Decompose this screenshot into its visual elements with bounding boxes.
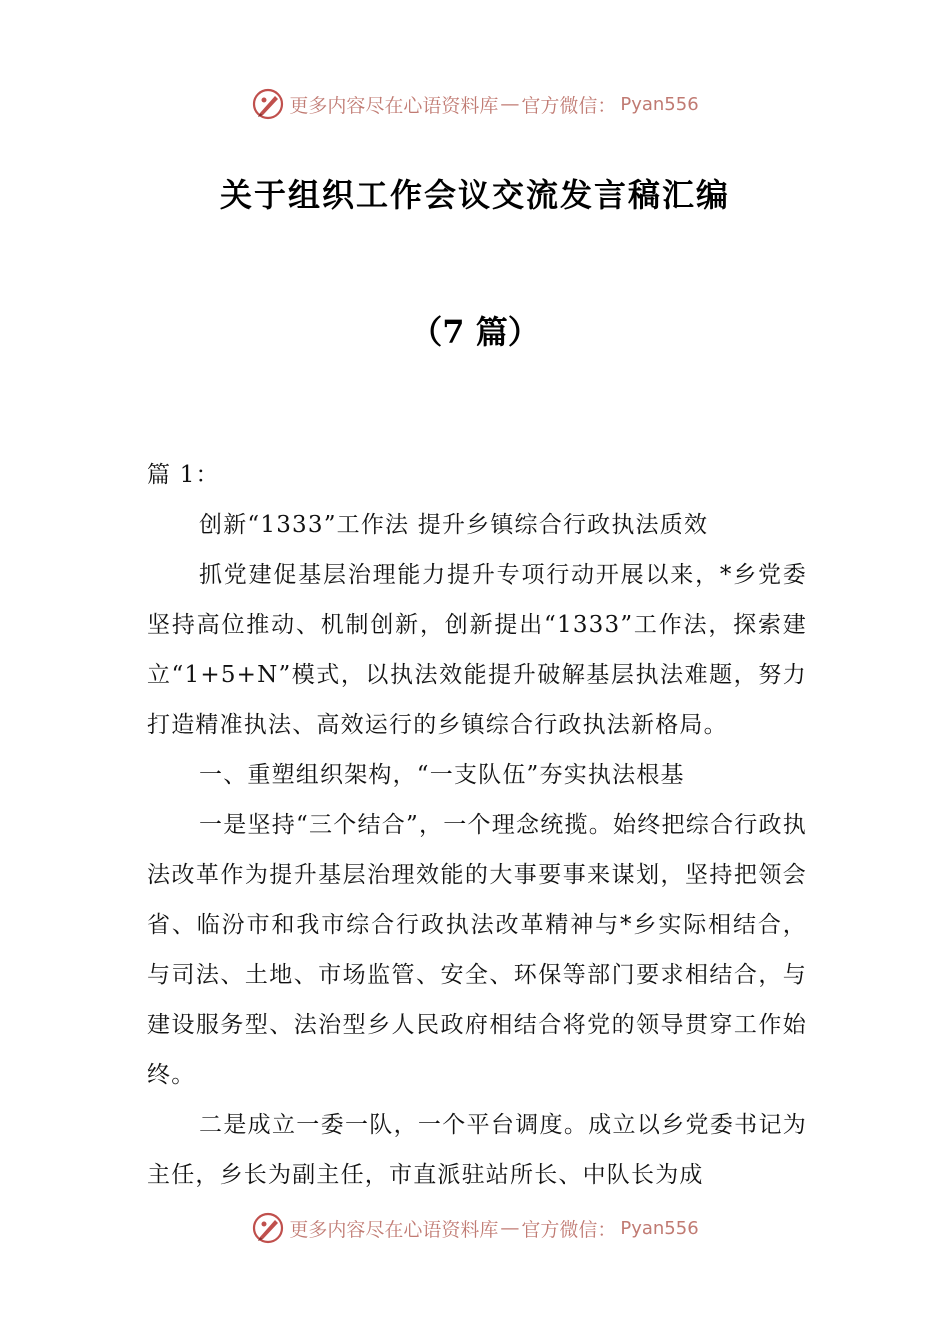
watermark-suffix: 官方微信： (521, 1218, 617, 1241)
watermark-handle: Pyan556 (620, 1217, 699, 1239)
article-heading: 创新“1333”工作法 提升乡镇综合行政执法质效 (199, 512, 709, 538)
pen-logo-icon (251, 87, 285, 121)
watermark-separator: — (500, 93, 520, 115)
body-paragraph: 二是成立一委一队，一个平台调度。成立以乡党委书记为主任，乡长为副主任，市直派驻站所长、中队长为成 (147, 1112, 807, 1188)
watermark-separator: — (500, 1217, 520, 1239)
body-paragraph: 抓党建促基层治理能力提升专项行动开展以来，*乡党委坚持高位推动、机制创新，创新提出“1333”工作法，探索建立“1+5+N”模式，以执法效能提升破解基层执法难题，努力打造精准执法、高效运行的乡镇综合行政执法新格局。 (147, 562, 807, 738)
watermark-text: 更多内容尽在心语资料库 (289, 94, 499, 117)
pen-logo-icon (251, 1211, 285, 1245)
document-subtitle: （7 篇） (410, 313, 540, 351)
watermark-header (0, 84, 950, 124)
section-heading: 一、重塑组织架构，“一支队伍”夯实执法根基 (199, 762, 685, 788)
document-body (147, 450, 807, 1200)
watermark-handle: Pyan556 (620, 93, 699, 115)
watermark-footer (0, 1208, 950, 1248)
document-title: 关于组织工作会议交流发言稿汇编 (219, 176, 730, 214)
watermark-text: 更多内容尽在心语资料库 (289, 1218, 499, 1241)
watermark-suffix: 官方微信： (521, 94, 617, 117)
chapter-label: 篇 1： (147, 462, 220, 488)
body-paragraph: 一是坚持“三个结合”，一个理念统揽。始终把综合行政执法改革作为提升基层治理效能的大事要事来谋划，坚持把领会省、临汾市和我市综合行政执法改革精神与*乡实际相结合，与司法、土地、市场监管、安全、环保等部门要求相结合，与建设服务型、法治型乡人民政府相结合将党的领导贯穿工作始终。 (147, 812, 807, 1088)
